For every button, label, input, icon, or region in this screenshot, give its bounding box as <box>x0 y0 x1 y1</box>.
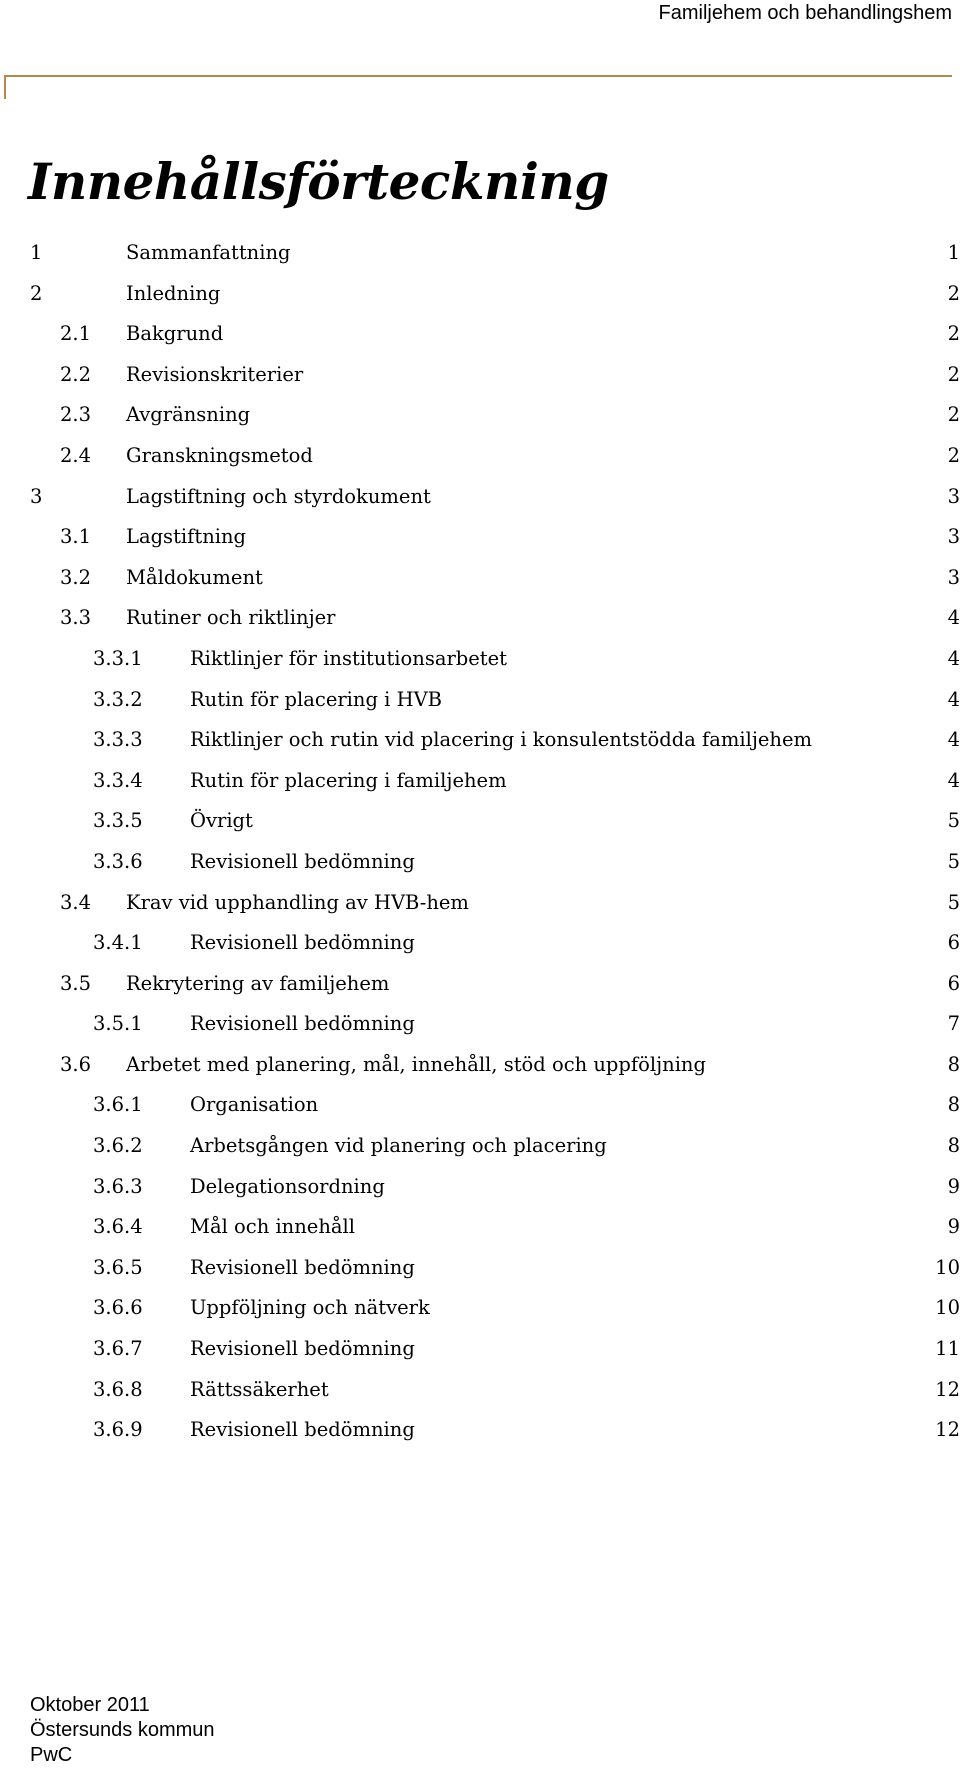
toc-entry[interactable] <box>0 801 960 842</box>
toc-entry-title: Revisionell bedömning <box>190 931 415 955</box>
toc-entry-number: 2.1 <box>60 322 92 346</box>
footer-date: Oktober 2011 <box>30 1694 150 1716</box>
toc-entry-page: 8 <box>947 1134 960 1158</box>
toc-entry-page: 8 <box>947 1052 960 1076</box>
toc-entry-title: Rutin för placering i HVB <box>190 687 443 711</box>
toc-entry-title: Organisation <box>190 1093 319 1117</box>
toc-entry-page: 2 <box>947 322 960 346</box>
toc-entry[interactable] <box>0 395 960 436</box>
toc-entry[interactable] <box>0 1248 960 1289</box>
toc-entry-title: Revisionell bedömning <box>190 1012 415 1036</box>
toc-entry[interactable] <box>0 233 960 274</box>
toc-entry-number: 3.5.1 <box>93 1012 143 1036</box>
toc-entry-title: Måldokument <box>126 565 263 589</box>
toc-entry-title: Revisionell bedömning <box>190 1255 415 1279</box>
toc-entry[interactable] <box>0 761 960 802</box>
toc-entry[interactable] <box>0 1288 960 1329</box>
toc-entry-number: 3.6 <box>60 1052 92 1076</box>
toc-entry-number: 3.3.6 <box>93 849 143 873</box>
toc-entry-number: 3.6.4 <box>93 1215 143 1239</box>
toc-entry-title: Revisionell bedömning <box>190 849 415 873</box>
toc-entry[interactable] <box>0 680 960 721</box>
toc-entry-title: Revisionell bedömning <box>190 1337 415 1361</box>
toc-entry-title: Arbetet med planering, mål, innehåll, stöd och uppföljning <box>126 1052 706 1076</box>
toc-entry[interactable] <box>0 517 960 558</box>
toc-entry[interactable] <box>0 1126 960 1167</box>
toc-entry-page: 6 <box>947 971 960 995</box>
toc-entry[interactable] <box>0 314 960 355</box>
toc-entry-title: Inledning <box>126 281 221 305</box>
toc-entry-title: Rättssäkerhet <box>190 1377 329 1401</box>
toc-entry-title: Lagstiftning <box>126 525 247 549</box>
toc-entry[interactable] <box>0 1045 960 1086</box>
toc-entry-number: 3.3.1 <box>93 646 143 670</box>
toc-entry[interactable] <box>0 1329 960 1370</box>
toc-entry[interactable] <box>0 1004 960 1045</box>
toc-entry-page: 6 <box>947 931 960 955</box>
toc-entry-page: 12 <box>935 1418 960 1442</box>
toc-entry-title: Rutiner och riktlinjer <box>126 606 336 630</box>
toc-entry-page: 2 <box>947 281 960 305</box>
toc-entry-page: 3 <box>947 484 960 508</box>
toc-entry-number: 3.6.1 <box>93 1093 143 1117</box>
header-rule <box>4 75 952 77</box>
running-header: Familjehem och behandlingshem <box>658 2 952 24</box>
toc-entry-page: 2 <box>947 403 960 427</box>
toc-entry-number: 2.2 <box>60 362 92 386</box>
toc-entry-page: 7 <box>947 1012 960 1036</box>
toc-entry[interactable] <box>0 1207 960 1248</box>
toc-entry[interactable] <box>0 274 960 315</box>
toc-entry-title: Delegationsordning <box>190 1174 385 1198</box>
toc-entry-number: 3.5 <box>60 971 92 995</box>
toc-entry-number: 3.3.5 <box>93 809 143 833</box>
toc-entry-page: 12 <box>935 1377 960 1401</box>
toc-entry-page: 5 <box>947 809 960 833</box>
toc-entry[interactable] <box>0 598 960 639</box>
toc-entry-title: Bakgrund <box>126 322 224 346</box>
toc-entry-title: Krav vid upphandling av HVB-hem <box>126 890 469 914</box>
toc-entry-number: 3.4 <box>60 890 92 914</box>
toc-entry-page: 4 <box>947 687 960 711</box>
toc-entry-title: Riktlinjer för institutionsarbetet <box>190 646 508 670</box>
toc-entry-title: Rutin för placering i familjehem <box>190 768 507 792</box>
toc-entry-title: Mål och innehåll <box>190 1215 355 1239</box>
toc-entry-number: 3.6.6 <box>93 1296 143 1320</box>
toc-entry-number: 3.3 <box>60 606 92 630</box>
toc-entry-title: Arbetsgången vid planering och placering <box>190 1134 607 1158</box>
table-of-contents <box>0 233 960 1451</box>
toc-entry[interactable] <box>0 436 960 477</box>
toc-entry-title: Rekrytering av familjehem <box>126 971 390 995</box>
toc-entry[interactable] <box>0 923 960 964</box>
toc-entry[interactable] <box>0 720 960 761</box>
toc-entry[interactable] <box>0 639 960 680</box>
toc-entry-page: 5 <box>947 890 960 914</box>
toc-entry-title: Lagstiftning och styrdokument <box>126 484 431 508</box>
toc-entry-number: 2 <box>30 281 43 305</box>
toc-entry-number: 3.6.9 <box>93 1418 143 1442</box>
page-title: Innehållsförteckning <box>28 152 609 211</box>
toc-entry-page: 4 <box>947 646 960 670</box>
toc-entry-number: 3.6.3 <box>93 1174 143 1198</box>
toc-entry[interactable] <box>0 477 960 518</box>
toc-entry-title: Sammanfattning <box>126 241 291 264</box>
toc-entry-page: 2 <box>947 443 960 467</box>
header-rule-tick <box>4 75 6 99</box>
toc-entry-number: 3.6.7 <box>93 1337 143 1361</box>
toc-entry[interactable] <box>0 1167 960 1208</box>
toc-entry-title: Revisionell bedömning <box>190 1418 415 1442</box>
footer-organization: Östersunds kommun <box>30 1719 215 1741</box>
toc-entry-title: Granskningsmetod <box>126 443 313 467</box>
toc-entry-number: 3.3.4 <box>93 768 143 792</box>
toc-entry-page: 3 <box>947 525 960 549</box>
toc-entry[interactable] <box>0 355 960 396</box>
toc-entry[interactable] <box>0 558 960 599</box>
toc-entry-number: 1 <box>30 241 43 264</box>
toc-entry-number: 3.4.1 <box>93 931 143 955</box>
toc-entry-title: Uppföljning och nätverk <box>190 1296 430 1320</box>
toc-entry-page: 9 <box>947 1215 960 1239</box>
toc-entry[interactable] <box>0 883 960 924</box>
toc-entry-number: 3.6.5 <box>93 1255 143 1279</box>
toc-entry-number: 3.3.2 <box>93 687 143 711</box>
toc-entry[interactable] <box>0 1410 960 1451</box>
toc-entry-page: 11 <box>935 1337 960 1361</box>
toc-entry[interactable] <box>0 1085 960 1126</box>
toc-entry-number: 2.4 <box>60 443 92 467</box>
toc-entry-page: 5 <box>947 849 960 873</box>
toc-entry-page: 3 <box>947 565 960 589</box>
toc-entry-number: 3 <box>30 484 43 508</box>
toc-entry-page: 2 <box>947 362 960 386</box>
toc-entry-page: 1 <box>947 241 960 264</box>
toc-entry-number: 3.1 <box>60 525 92 549</box>
toc-entry[interactable] <box>0 842 960 883</box>
toc-entry-number: 3.2 <box>60 565 92 589</box>
toc-entry[interactable] <box>0 1370 960 1411</box>
footer <box>30 1693 215 1768</box>
toc-entry[interactable] <box>0 964 960 1005</box>
toc-entry-page: 4 <box>947 728 960 752</box>
toc-entry-page: 10 <box>935 1296 960 1320</box>
toc-entry-page: 9 <box>947 1174 960 1198</box>
footer-firm: PwC <box>30 1744 73 1766</box>
toc-entry-page: 4 <box>947 768 960 792</box>
toc-entry-number: 3.6.2 <box>93 1134 143 1158</box>
toc-entry-title: Avgränsning <box>126 403 251 427</box>
toc-entry-title: Revisionskriterier <box>126 362 304 386</box>
toc-entry-page: 10 <box>935 1255 960 1279</box>
toc-entry-number: 3.6.8 <box>93 1377 143 1401</box>
toc-entry-page: 8 <box>947 1093 960 1117</box>
toc-entry-title: Riktlinjer och rutin vid placering i konsulentstödda familjehem <box>190 728 813 752</box>
toc-entry-number: 3.3.3 <box>93 728 143 752</box>
toc-entry-number: 2.3 <box>60 403 92 427</box>
toc-entry-page: 4 <box>947 606 960 630</box>
toc-entry-title: Övrigt <box>190 809 253 833</box>
